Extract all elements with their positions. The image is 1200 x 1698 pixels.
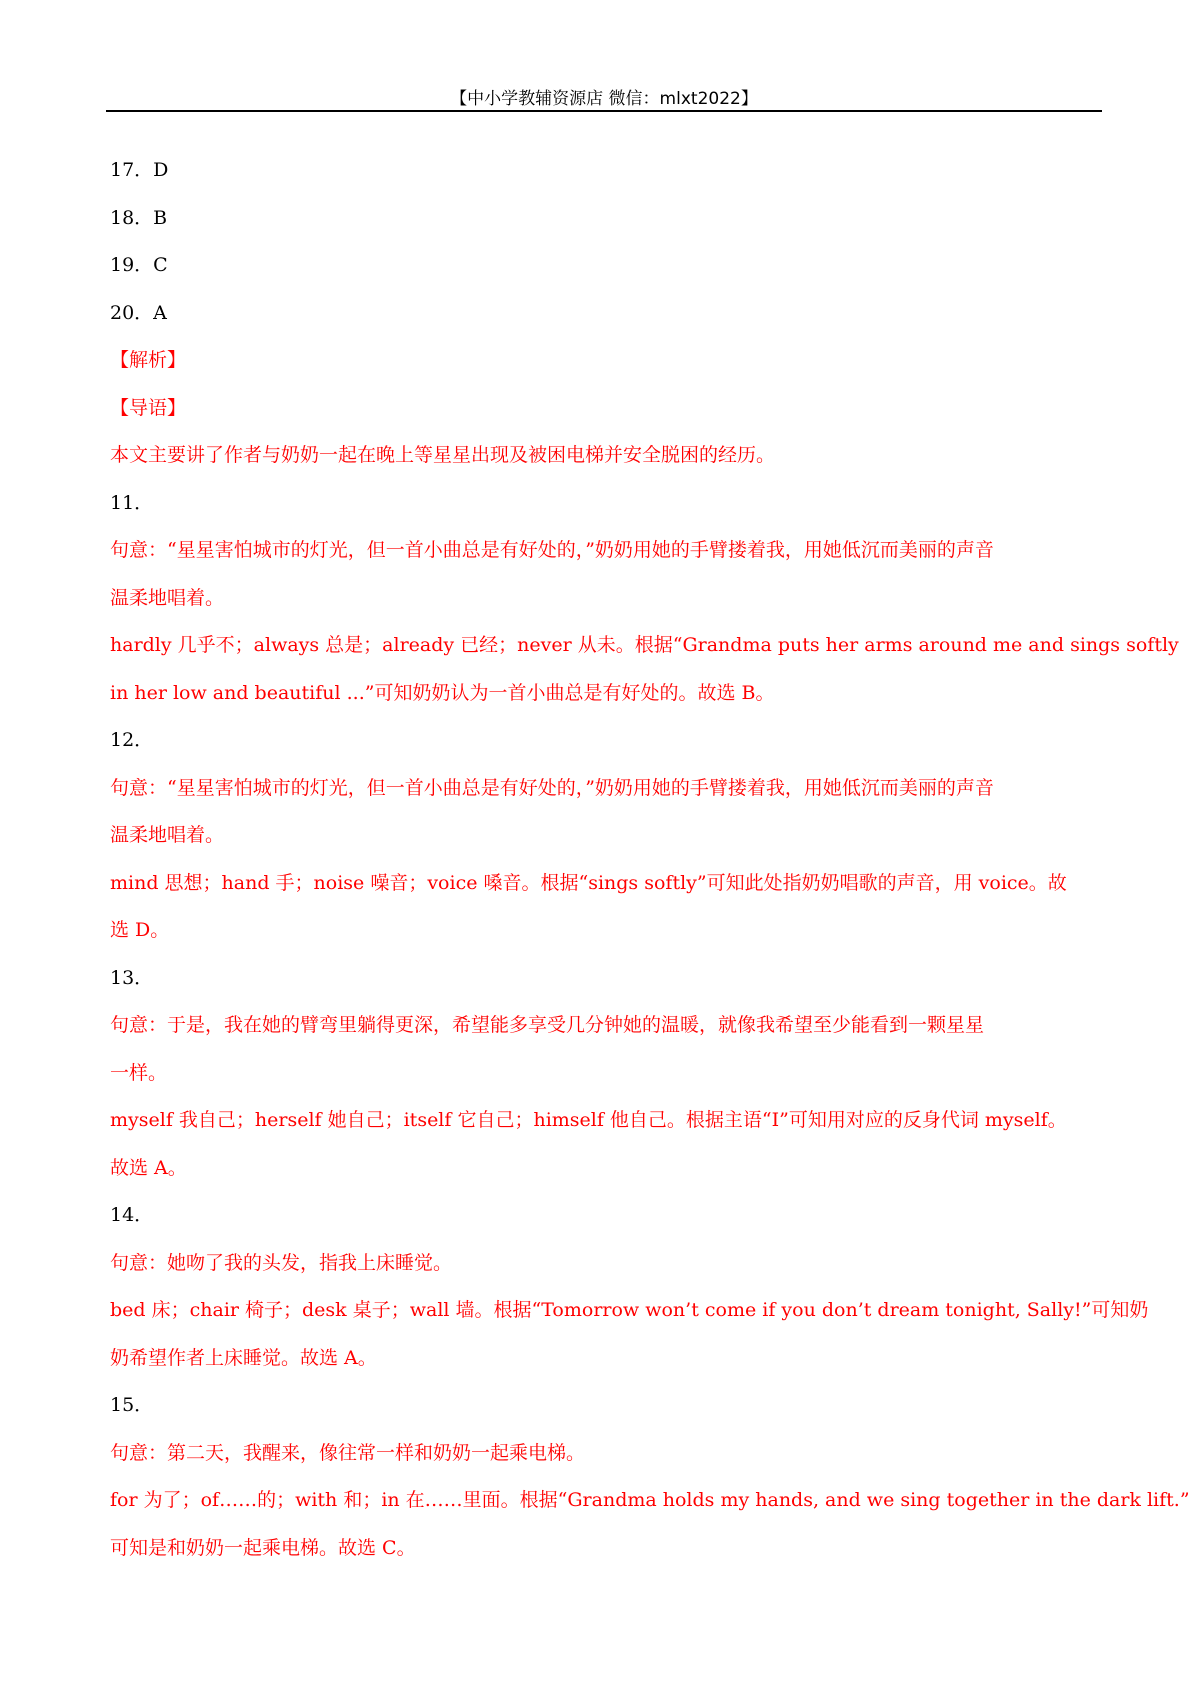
item-15-meaning: 句意：第二天，我醒来，像往常一样和奶奶一起乘电梯。 [110,1441,586,1464]
answer-content [110,147,1190,1572]
item-15-number: 15． [110,1394,154,1416]
page-header: 【中小学教辅资源店 微信：mlxt2022】 [450,89,758,109]
answer-19: 19．C [110,254,168,276]
item-13-explanation: myself 我自己；herself 她自己；itself 它自己；himself 他自己。根据主语“I”可知用对应的反身代词 myself。 [110,1109,1067,1131]
header-divider [106,110,1102,112]
item-14-explanation: bed 床；chair 椅子；desk 桌子；wall 墙。根据“Tomorrow won’t come if you don’t dream tonight, Sally!”可知奶 [110,1299,1149,1321]
item-13-explanation: 故选 A。 [110,1156,187,1179]
item-11-number: 11． [110,491,154,514]
item-14-number: 14． [110,1204,154,1226]
analysis-label: 【解析】 [110,349,187,371]
item-11-explanation: in her low and beautiful ...”可知奶奶认为一首小曲总是有好处的。故选 B。 [110,681,775,704]
item-11-explanation: hardly 几乎不；always 总是；already 已经；never 从未。根据“Grandma puts her arms around me and sings softly [110,634,1179,656]
item-12-meaning: 句意：“星星害怕城市的灯光，但一首小曲总是有好处的，”奶奶用她的手臂搂着我，用她低沉而美丽的声音 [110,776,994,799]
intro-label: 【导语】 [110,396,187,419]
answer-20: 20．A [110,301,167,324]
intro-text: 本文主要讲了作者与奶奶一起在晚上等星星出现及被困电梯并安全脱困的经历。 [110,444,776,466]
item-15-explanation: 可知是和奶奶一起乘电梯。故选 C。 [110,1536,416,1559]
answer-17: 17．D [110,159,169,181]
item-12-number: 12． [110,729,154,751]
item-12-explanation: 选 D。 [110,919,170,941]
item-14-meaning: 句意：她吻了我的头发，指我上床睡觉。 [110,1251,453,1274]
item-12-explanation: mind 思想；hand 手；noise 噪音；voice 嗓音。根据“sings softly”可知此处指奶奶唱歌的声音，用 voice。故 [110,871,1067,894]
item-11-meaning: 温柔地唱着。 [110,586,225,609]
item-15-explanation: for 为了；of……的；with 和；in 在……里面。根据“Grandma holds my hands, and we sing together in the dark lift.” [110,1489,1190,1511]
item-13-meaning: 句意：于是，我在她的臂弯里躺得更深，希望能多享受几分钟她的温暖，就像我希望至少能看到一颗星星 [110,1014,985,1036]
answer-18: 18．B [110,206,168,229]
item-13-number: 13． [110,966,154,989]
item-11-meaning: 句意：“星星害怕城市的灯光，但一首小曲总是有好处的，”奶奶用她的手臂搂着我，用她低沉而美丽的声音 [110,539,994,561]
item-14-explanation: 奶希望作者上床睡觉。故选 A。 [110,1346,377,1369]
item-13-meaning: 一样。 [110,1061,168,1084]
item-12-meaning: 温柔地唱着。 [110,824,225,846]
